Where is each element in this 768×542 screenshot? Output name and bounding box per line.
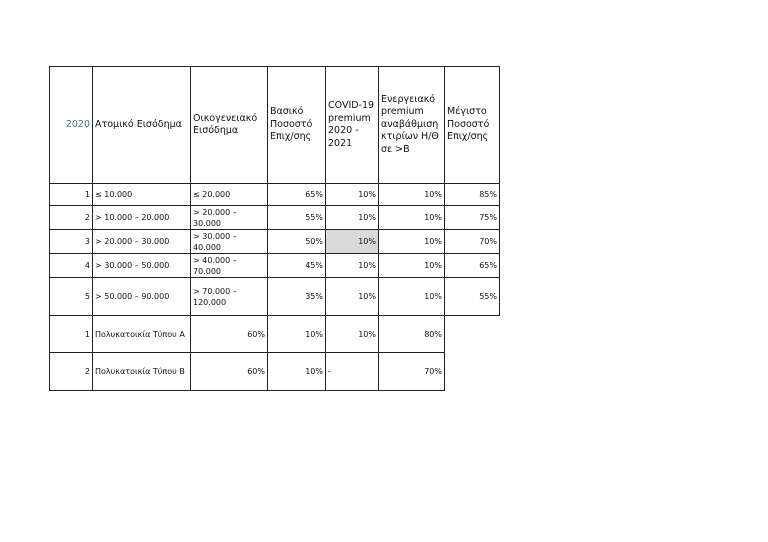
- building-type-cell: Πολυκατοικία Τύπου Α: [93, 316, 191, 353]
- row-number: 1: [50, 316, 93, 353]
- energy-premium-cell: 10%: [379, 254, 445, 278]
- row-number: 3: [50, 230, 93, 254]
- table-row: [50, 278, 500, 316]
- individual-income-cell: > 30.000 – 50.000: [93, 254, 191, 278]
- covid-premium-cell: 10%: [268, 353, 326, 391]
- covid-premium-cell: 10%: [326, 184, 379, 206]
- row-number: 5: [50, 278, 93, 316]
- row-number: 2: [50, 353, 93, 391]
- family-income-cell: > 20.000 – 30.000: [191, 206, 268, 230]
- building-row: [50, 316, 500, 353]
- covid-premium-cell: 10%: [326, 254, 379, 278]
- base-rate-cell: 35%: [268, 278, 326, 316]
- individual-income-cell: ≤ 10.000: [93, 184, 191, 206]
- row-number: 1: [50, 184, 93, 206]
- base-rate-cell: 60%: [191, 353, 268, 391]
- energy-premium-cell: 10%: [379, 230, 445, 254]
- individual-income-cell: > 20.000 – 30.000: [93, 230, 191, 254]
- family-income-cell: ≤ 20.000: [191, 184, 268, 206]
- table-row: [50, 230, 500, 254]
- header-family-income: Οικογενειακό Εισόδημα: [191, 67, 268, 184]
- table-row: [50, 254, 500, 278]
- header-covid-premium: COVID-19 premium 2020 - 2021: [326, 67, 379, 184]
- individual-income-cell: > 50.000 – 90.000: [93, 278, 191, 316]
- header-row: [50, 67, 500, 184]
- year-label: 2020: [65, 118, 90, 130]
- max-rate-cell: 70%: [379, 353, 445, 391]
- covid-premium-cell: 10%: [326, 278, 379, 316]
- header-energy-premium: Ενεργειακό premium αναβάθμιση κτιρίων Η/Θ σε >Β: [379, 67, 445, 184]
- row-number: 2: [50, 206, 93, 230]
- table-row: [50, 184, 500, 206]
- energy-premium-cell: 10%: [379, 184, 445, 206]
- table-row: [50, 206, 500, 230]
- individual-income-cell: > 10.000 – 20.000: [93, 206, 191, 230]
- base-rate-cell: 65%: [268, 184, 326, 206]
- base-rate-cell: 50%: [268, 230, 326, 254]
- family-income-cell: > 70.000 – 120.000: [191, 278, 268, 316]
- subsidy-table: [49, 66, 500, 391]
- building-type-cell: Πολυκατοικία Τύπου Β: [93, 353, 191, 391]
- energy-premium-cell: -: [326, 353, 379, 391]
- max-rate-cell: 80%: [379, 316, 445, 353]
- base-rate-cell: 45%: [268, 254, 326, 278]
- empty-cell: [445, 353, 500, 391]
- covid-premium-cell: 10%: [268, 316, 326, 353]
- max-rate-cell: 75%: [445, 206, 500, 230]
- max-rate-cell: 70%: [445, 230, 500, 254]
- base-rate-cell: 55%: [268, 206, 326, 230]
- family-income-cell: > 30.000 – 40.000: [191, 230, 268, 254]
- covid-premium-cell-selected[interactable]: 10%: [326, 230, 379, 254]
- energy-premium-cell: 10%: [379, 206, 445, 230]
- header-individual-income: Ατομικό Εισόδημα: [93, 67, 191, 184]
- covid-premium-cell: 10%: [326, 206, 379, 230]
- year-cell: [50, 67, 93, 184]
- base-rate-cell: 60%: [191, 316, 268, 353]
- row-number: 4: [50, 254, 93, 278]
- max-rate-cell: 85%: [445, 184, 500, 206]
- max-rate-cell: 65%: [445, 254, 500, 278]
- header-max-rate: Μέγιστο Ποσοστό Επιχ/σης: [445, 67, 500, 184]
- family-income-cell: > 40.000 – 70.000: [191, 254, 268, 278]
- empty-cell: [445, 316, 500, 353]
- energy-premium-cell: 10%: [379, 278, 445, 316]
- header-base-rate: Βασικό Ποσοστό Επιχ/σης: [268, 67, 326, 184]
- max-rate-cell: 55%: [445, 278, 500, 316]
- energy-premium-cell: 10%: [326, 316, 379, 353]
- building-row: [50, 353, 500, 391]
